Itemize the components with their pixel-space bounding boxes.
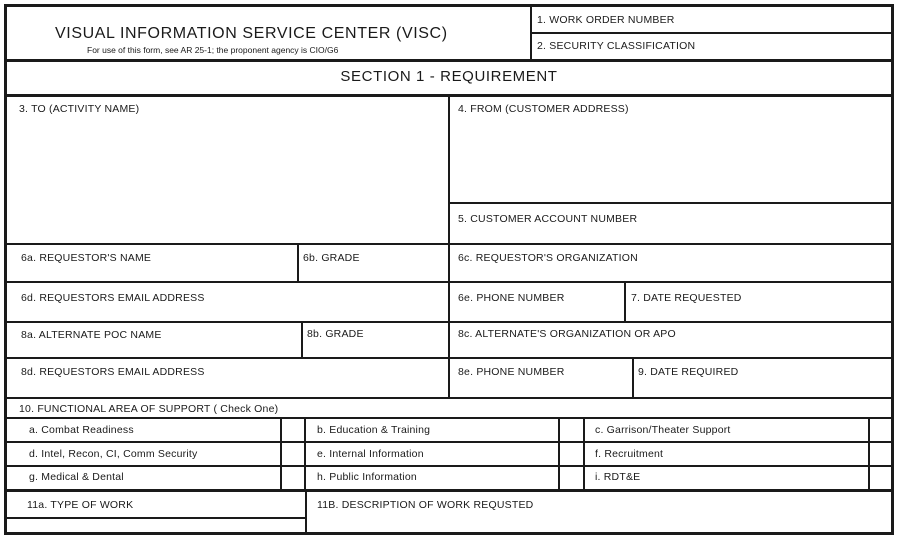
checkbox-education-training[interactable] xyxy=(560,419,583,441)
date-requested-label: 7. DATE REQUESTED xyxy=(631,292,742,304)
grade-label: 6b. GRADE xyxy=(303,252,360,264)
activity-name-field[interactable] xyxy=(7,97,448,243)
date-required-field[interactable] xyxy=(634,359,891,397)
checkbox-medical-dental[interactable] xyxy=(282,467,304,489)
support-col-divider-2 xyxy=(304,417,306,489)
checkbox-garrison-theater[interactable] xyxy=(870,419,891,441)
alternate-phone-field[interactable] xyxy=(450,359,632,397)
alternate-email-field[interactable] xyxy=(7,359,448,397)
support-col-divider-4 xyxy=(583,417,585,489)
requestor-email-label: 6d. REQUESTORS EMAIL ADDRESS xyxy=(21,292,205,304)
customer-address-label: 4. FROM (CUSTOMER ADDRESS) xyxy=(458,103,629,115)
work-order-number-label: 1. WORK ORDER NUMBER xyxy=(537,14,675,26)
customer-account-number-label: 5. CUSTOMER ACCOUNT NUMBER xyxy=(458,213,638,225)
activity-name-label: 3. TO (ACTIVITY NAME) xyxy=(19,103,140,115)
work-description-label: 11B. DESCRIPTION OF WORK REQUSTED xyxy=(317,499,534,511)
form-title: VISUAL INFORMATION SERVICE CENTER (VISC) xyxy=(55,25,448,42)
support-grid-bottom-line xyxy=(7,489,891,492)
header-bottom-line xyxy=(7,59,891,62)
option-combat-readiness: a. Combat Readiness xyxy=(29,424,134,436)
security-classification-label: 2. SECURITY CLASSIFICATION xyxy=(537,40,696,52)
support-grid-line-1 xyxy=(7,441,891,443)
option-garrison-theater: c. Garrison/Theater Support xyxy=(595,424,731,436)
checkbox-combat-readiness[interactable] xyxy=(282,419,304,441)
date-required-label: 9. DATE REQUIRED xyxy=(638,366,739,378)
checkbox-internal-information[interactable] xyxy=(560,443,583,465)
functional-area-label: 10. FUNCTIONAL AREA OF SUPPORT ( Check One) xyxy=(19,403,279,415)
alternate-email-label: 8d. REQUESTORS EMAIL ADDRESS xyxy=(21,366,205,378)
alternate-poc-name-label: 8a. ALTERNATE POC NAME xyxy=(21,329,162,341)
phone-number-label: 6e. PHONE NUMBER xyxy=(458,292,565,304)
support-grid-line-2 xyxy=(7,465,891,467)
option-rdte: i. RDT&E xyxy=(595,471,641,483)
checkbox-rdte[interactable] xyxy=(870,467,891,489)
requestor-name-label: 6a. REQUESTOR'S NAME xyxy=(21,252,152,264)
visc-request-form xyxy=(4,4,894,535)
requestor-organization-label: 6c. REQUESTOR'S ORGANIZATION xyxy=(458,252,638,264)
option-medical-dental: g. Medical & Dental xyxy=(29,471,124,483)
form-subtitle: For use of this form, see AR 25-1; the proponent agency is CIO/G6 xyxy=(87,45,339,55)
option-recruitment: f. Recruitment xyxy=(595,448,664,460)
alternate-grade-label: 8b. GRADE xyxy=(307,328,364,340)
alternate-phone-label: 8e. PHONE NUMBER xyxy=(458,366,565,378)
option-internal-information: e. Internal Information xyxy=(317,448,424,460)
option-intel-recon: d. Intel, Recon, CI, Comm Security xyxy=(29,448,198,460)
checkbox-intel-recon[interactable] xyxy=(282,443,304,465)
option-education-training: b. Education & Training xyxy=(317,424,431,436)
support-grid-top-line xyxy=(7,417,891,419)
type-of-work-label: 11a. TYPE OF WORK xyxy=(27,499,134,511)
checkbox-recruitment[interactable] xyxy=(870,443,891,465)
row-line-10 xyxy=(7,397,891,399)
option-public-information: h. Public Information xyxy=(317,471,417,483)
checkbox-public-information[interactable] xyxy=(560,467,583,489)
section-title: SECTION 1 - REQUIREMENT xyxy=(340,68,558,85)
alternate-organization-label: 8c. ALTERNATE'S ORGANIZATION OR APO xyxy=(458,328,676,340)
